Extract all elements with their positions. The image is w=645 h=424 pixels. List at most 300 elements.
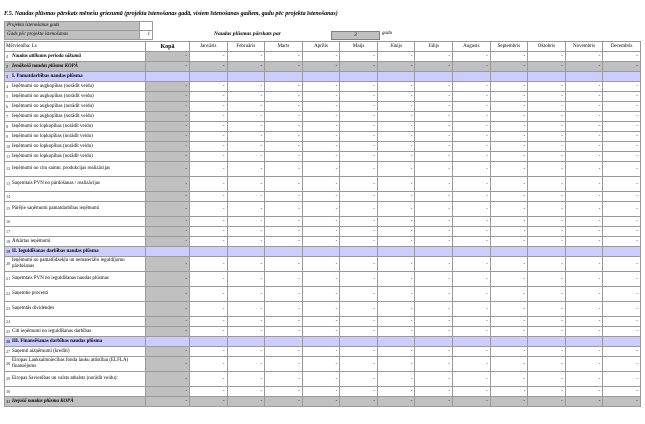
month-cell[interactable]: - xyxy=(265,92,303,102)
month-cell[interactable]: - xyxy=(565,177,603,192)
month-cell[interactable]: - xyxy=(415,162,453,177)
month-cell[interactable]: - xyxy=(603,202,641,217)
month-cell[interactable]: - xyxy=(490,132,528,142)
month-cell[interactable]: - xyxy=(190,387,228,397)
month-cell[interactable]: - xyxy=(227,217,265,227)
month-cell[interactable]: - xyxy=(190,202,228,217)
month-cell[interactable]: - xyxy=(528,317,566,327)
month-cell[interactable]: - xyxy=(528,152,566,162)
month-cell[interactable]: - xyxy=(565,302,603,317)
month-cell[interactable]: - xyxy=(265,237,303,247)
month-cell[interactable]: - xyxy=(190,397,228,407)
month-cell[interactable]: - xyxy=(565,122,603,132)
month-cell[interactable]: - xyxy=(227,357,265,372)
month-cell[interactable]: - xyxy=(415,272,453,287)
month-cell[interactable]: - xyxy=(190,372,228,387)
month-cell[interactable]: - xyxy=(453,122,491,132)
month-cell[interactable] xyxy=(565,247,603,257)
month-cell[interactable]: - xyxy=(340,62,378,72)
month-cell[interactable]: - xyxy=(565,132,603,142)
month-cell[interactable]: - xyxy=(377,112,415,122)
month-cell[interactable]: - xyxy=(415,52,453,62)
month-cell[interactable]: - xyxy=(340,227,378,237)
month-cell[interactable]: - xyxy=(528,92,566,102)
month-cell[interactable]: - xyxy=(340,82,378,92)
month-cell[interactable]: - xyxy=(377,52,415,62)
month-cell[interactable]: - xyxy=(603,112,641,122)
month-cell[interactable] xyxy=(603,247,641,257)
month-cell[interactable]: - xyxy=(190,142,228,152)
month-cell[interactable]: - xyxy=(415,82,453,92)
month-cell[interactable]: - xyxy=(302,317,340,327)
month-cell[interactable]: - xyxy=(453,317,491,327)
month-cell[interactable]: - xyxy=(415,387,453,397)
month-cell[interactable]: - xyxy=(603,192,641,202)
month-cell[interactable]: - xyxy=(453,192,491,202)
month-cell[interactable]: - xyxy=(302,327,340,337)
month-cell[interactable]: - xyxy=(528,372,566,387)
month-cell[interactable]: - xyxy=(453,387,491,397)
month-cell[interactable]: - xyxy=(415,317,453,327)
month-cell[interactable]: - xyxy=(190,357,228,372)
month-cell[interactable]: - xyxy=(227,317,265,327)
month-cell[interactable] xyxy=(190,72,228,82)
month-cell[interactable]: - xyxy=(528,327,566,337)
month-cell[interactable]: - xyxy=(603,327,641,337)
month-cell[interactable]: - xyxy=(190,272,228,287)
month-cell[interactable]: - xyxy=(265,327,303,337)
month-cell[interactable]: - xyxy=(227,152,265,162)
month-cell[interactable]: - xyxy=(603,62,641,72)
month-cell[interactable]: - xyxy=(415,217,453,227)
month-cell[interactable]: - xyxy=(377,347,415,357)
month-cell[interactable]: - xyxy=(227,52,265,62)
month-cell[interactable]: - xyxy=(302,82,340,92)
month-cell[interactable]: - xyxy=(302,237,340,247)
month-cell[interactable]: - xyxy=(528,387,566,397)
month-cell[interactable]: - xyxy=(190,102,228,112)
month-cell[interactable]: - xyxy=(377,122,415,132)
month-cell[interactable]: - xyxy=(340,202,378,217)
month-cell[interactable]: - xyxy=(302,152,340,162)
month-cell[interactable]: - xyxy=(227,192,265,202)
month-cell[interactable]: - xyxy=(265,257,303,272)
month-cell[interactable]: - xyxy=(453,202,491,217)
month-cell[interactable]: - xyxy=(415,177,453,192)
month-cell[interactable]: - xyxy=(603,152,641,162)
month-cell[interactable]: - xyxy=(377,152,415,162)
month-cell[interactable]: - xyxy=(490,122,528,132)
month-cell[interactable]: - xyxy=(415,92,453,102)
month-cell[interactable]: - xyxy=(603,347,641,357)
month-cell[interactable]: - xyxy=(265,347,303,357)
month-cell[interactable]: - xyxy=(227,287,265,302)
month-cell[interactable]: - xyxy=(415,257,453,272)
month-cell[interactable]: - xyxy=(565,82,603,92)
month-cell[interactable]: - xyxy=(302,142,340,152)
month-cell[interactable]: - xyxy=(340,162,378,177)
month-cell[interactable]: - xyxy=(490,152,528,162)
month-cell[interactable]: - xyxy=(528,287,566,302)
month-cell[interactable]: - xyxy=(227,327,265,337)
month-cell[interactable]: - xyxy=(265,192,303,202)
month-cell[interactable]: - xyxy=(565,217,603,227)
month-cell[interactable]: - xyxy=(302,112,340,122)
month-cell[interactable] xyxy=(302,337,340,347)
month-cell[interactable]: - xyxy=(415,122,453,132)
month-cell[interactable]: - xyxy=(377,142,415,152)
month-cell[interactable]: - xyxy=(190,302,228,317)
month-cell[interactable]: - xyxy=(603,82,641,92)
month-cell[interactable]: - xyxy=(190,82,228,92)
month-cell[interactable]: - xyxy=(340,347,378,357)
month-cell[interactable]: - xyxy=(565,317,603,327)
month-cell[interactable]: - xyxy=(565,272,603,287)
month-cell[interactable]: - xyxy=(565,52,603,62)
month-cell[interactable]: - xyxy=(377,287,415,302)
month-cell[interactable]: - xyxy=(490,162,528,177)
month-cell[interactable]: - xyxy=(453,102,491,112)
month-cell[interactable]: - xyxy=(603,52,641,62)
month-cell[interactable]: - xyxy=(265,302,303,317)
month-cell[interactable]: - xyxy=(415,227,453,237)
month-cell[interactable]: - xyxy=(603,217,641,227)
month-cell[interactable]: - xyxy=(340,327,378,337)
month-cell[interactable]: - xyxy=(227,102,265,112)
month-cell[interactable]: - xyxy=(565,397,603,407)
month-cell[interactable]: - xyxy=(528,142,566,152)
month-cell[interactable]: - xyxy=(528,112,566,122)
month-cell[interactable]: - xyxy=(603,302,641,317)
month-cell[interactable]: - xyxy=(265,177,303,192)
month-cell[interactable]: - xyxy=(453,162,491,177)
month-cell[interactable]: - xyxy=(227,122,265,132)
month-cell[interactable]: - xyxy=(227,227,265,237)
month-cell[interactable]: - xyxy=(453,52,491,62)
month-cell[interactable]: - xyxy=(377,397,415,407)
month-cell[interactable]: - xyxy=(415,62,453,72)
month-cell[interactable]: - xyxy=(190,237,228,247)
month-cell[interactable]: - xyxy=(340,112,378,122)
month-cell[interactable]: - xyxy=(340,152,378,162)
month-cell[interactable]: - xyxy=(377,317,415,327)
month-cell[interactable]: - xyxy=(302,347,340,357)
month-cell[interactable]: - xyxy=(490,257,528,272)
month-cell[interactable]: - xyxy=(565,227,603,237)
month-cell[interactable]: - xyxy=(265,287,303,302)
month-cell[interactable]: - xyxy=(528,257,566,272)
month-cell[interactable]: - xyxy=(453,237,491,247)
month-cell[interactable]: - xyxy=(565,62,603,72)
month-cell[interactable] xyxy=(415,72,453,82)
month-cell[interactable]: - xyxy=(190,217,228,227)
month-cell[interactable]: - xyxy=(302,192,340,202)
month-cell[interactable]: - xyxy=(227,387,265,397)
month-cell[interactable]: - xyxy=(377,82,415,92)
month-cell[interactable] xyxy=(227,337,265,347)
month-cell[interactable]: - xyxy=(528,162,566,177)
month-cell[interactable]: - xyxy=(377,92,415,102)
month-cell[interactable]: - xyxy=(227,257,265,272)
month-cell[interactable] xyxy=(490,247,528,257)
month-cell[interactable]: - xyxy=(377,387,415,397)
month-cell[interactable]: - xyxy=(227,397,265,407)
month-cell[interactable]: - xyxy=(528,102,566,112)
month-cell[interactable]: - xyxy=(415,302,453,317)
month-cell[interactable]: - xyxy=(453,132,491,142)
month-cell[interactable]: - xyxy=(302,357,340,372)
month-cell[interactable]: - xyxy=(190,287,228,302)
month-cell[interactable]: - xyxy=(227,162,265,177)
month-cell[interactable]: - xyxy=(603,387,641,397)
month-cell[interactable]: - xyxy=(265,317,303,327)
month-cell[interactable]: - xyxy=(528,177,566,192)
month-cell[interactable]: - xyxy=(490,317,528,327)
month-cell[interactable]: - xyxy=(603,257,641,272)
month-cell[interactable]: - xyxy=(415,102,453,112)
month-cell[interactable]: - xyxy=(453,257,491,272)
month-cell[interactable]: - xyxy=(603,317,641,327)
month-cell[interactable]: - xyxy=(302,202,340,217)
month-cell[interactable]: - xyxy=(340,177,378,192)
month-cell[interactable]: - xyxy=(490,62,528,72)
month-cell[interactable]: - xyxy=(490,202,528,217)
month-cell[interactable] xyxy=(528,247,566,257)
month-cell[interactable]: - xyxy=(265,122,303,132)
month-cell[interactable]: - xyxy=(528,202,566,217)
month-cell[interactable]: - xyxy=(377,192,415,202)
month-cell[interactable]: - xyxy=(565,357,603,372)
month-cell[interactable]: - xyxy=(453,92,491,102)
month-cell[interactable]: - xyxy=(565,102,603,112)
month-cell[interactable]: - xyxy=(265,227,303,237)
month-cell[interactable] xyxy=(603,337,641,347)
month-cell[interactable]: - xyxy=(565,327,603,337)
month-cell[interactable]: - xyxy=(528,302,566,317)
month-cell[interactable] xyxy=(302,72,340,82)
month-cell[interactable]: - xyxy=(265,152,303,162)
month-cell[interactable]: - xyxy=(415,237,453,247)
month-cell[interactable]: - xyxy=(453,327,491,337)
month-cell[interactable]: - xyxy=(603,92,641,102)
month-cell[interactable]: - xyxy=(453,62,491,72)
month-cell[interactable]: - xyxy=(302,52,340,62)
period-year-input[interactable]: 3 xyxy=(331,31,380,40)
month-cell[interactable]: - xyxy=(453,372,491,387)
month-cell[interactable]: - xyxy=(227,237,265,247)
month-cell[interactable]: - xyxy=(302,92,340,102)
month-cell[interactable]: - xyxy=(603,162,641,177)
month-cell[interactable]: - xyxy=(490,112,528,122)
month-cell[interactable]: - xyxy=(490,287,528,302)
month-cell[interactable]: - xyxy=(377,237,415,247)
month-cell[interactable]: - xyxy=(528,272,566,287)
month-cell[interactable]: - xyxy=(603,227,641,237)
month-cell[interactable]: - xyxy=(265,162,303,177)
month-cell[interactable]: - xyxy=(377,177,415,192)
month-cell[interactable]: - xyxy=(565,192,603,202)
month-cell[interactable] xyxy=(490,337,528,347)
month-cell[interactable]: - xyxy=(377,227,415,237)
month-cell[interactable]: - xyxy=(265,387,303,397)
meta-value-input[interactable] xyxy=(140,22,153,31)
month-cell[interactable] xyxy=(227,72,265,82)
month-cell[interactable]: - xyxy=(340,52,378,62)
month-cell[interactable]: - xyxy=(265,272,303,287)
month-cell[interactable]: - xyxy=(377,132,415,142)
month-cell[interactable]: - xyxy=(190,327,228,337)
month-cell[interactable]: - xyxy=(415,202,453,217)
month-cell[interactable]: - xyxy=(453,347,491,357)
month-cell[interactable]: - xyxy=(190,122,228,132)
month-cell[interactable]: - xyxy=(528,397,566,407)
month-cell[interactable]: - xyxy=(377,162,415,177)
month-cell[interactable]: - xyxy=(302,387,340,397)
month-cell[interactable]: - xyxy=(565,142,603,152)
month-cell[interactable] xyxy=(565,337,603,347)
month-cell[interactable]: - xyxy=(190,112,228,122)
month-cell[interactable]: - xyxy=(565,257,603,272)
month-cell[interactable]: - xyxy=(227,272,265,287)
month-cell[interactable]: - xyxy=(377,372,415,387)
month-cell[interactable]: - xyxy=(490,177,528,192)
month-cell[interactable]: - xyxy=(415,372,453,387)
month-cell[interactable]: - xyxy=(377,62,415,72)
month-cell[interactable]: - xyxy=(453,217,491,227)
month-cell[interactable]: - xyxy=(490,92,528,102)
month-cell[interactable]: - xyxy=(377,202,415,217)
month-cell[interactable]: - xyxy=(415,357,453,372)
month-cell[interactable]: - xyxy=(302,272,340,287)
month-cell[interactable]: - xyxy=(377,257,415,272)
month-cell[interactable] xyxy=(377,247,415,257)
month-cell[interactable]: - xyxy=(528,347,566,357)
month-cell[interactable]: - xyxy=(490,217,528,227)
month-cell[interactable]: - xyxy=(490,192,528,202)
month-cell[interactable]: - xyxy=(415,287,453,302)
month-cell[interactable]: - xyxy=(190,192,228,202)
month-cell[interactable]: - xyxy=(490,357,528,372)
month-cell[interactable]: - xyxy=(415,142,453,152)
month-cell[interactable]: - xyxy=(227,202,265,217)
month-cell[interactable]: - xyxy=(340,237,378,247)
month-cell[interactable]: - xyxy=(227,177,265,192)
month-cell[interactable] xyxy=(453,72,491,82)
month-cell[interactable]: - xyxy=(603,132,641,142)
month-cell[interactable]: - xyxy=(190,152,228,162)
month-cell[interactable] xyxy=(340,72,378,82)
month-cell[interactable]: - xyxy=(265,357,303,372)
month-cell[interactable]: - xyxy=(340,132,378,142)
month-cell[interactable] xyxy=(490,72,528,82)
month-cell[interactable]: - xyxy=(603,287,641,302)
month-cell[interactable] xyxy=(415,247,453,257)
month-cell[interactable]: - xyxy=(265,62,303,72)
month-cell[interactable] xyxy=(377,72,415,82)
month-cell[interactable]: - xyxy=(603,237,641,247)
month-cell[interactable]: - xyxy=(340,272,378,287)
month-cell[interactable]: - xyxy=(265,142,303,152)
month-cell[interactable]: - xyxy=(227,132,265,142)
month-cell[interactable]: - xyxy=(190,317,228,327)
month-cell[interactable]: - xyxy=(490,102,528,112)
month-cell[interactable]: - xyxy=(490,347,528,357)
month-cell[interactable]: - xyxy=(227,112,265,122)
month-cell[interactable] xyxy=(190,247,228,257)
month-cell[interactable] xyxy=(603,72,641,82)
month-cell[interactable]: - xyxy=(603,372,641,387)
month-cell[interactable]: - xyxy=(190,132,228,142)
month-cell[interactable]: - xyxy=(377,272,415,287)
month-cell[interactable]: - xyxy=(565,92,603,102)
month-cell[interactable] xyxy=(340,337,378,347)
month-cell[interactable]: - xyxy=(453,227,491,237)
month-cell[interactable]: - xyxy=(227,142,265,152)
month-cell[interactable]: - xyxy=(190,347,228,357)
month-cell[interactable]: - xyxy=(415,397,453,407)
month-cell[interactable] xyxy=(565,72,603,82)
month-cell[interactable]: - xyxy=(340,287,378,302)
month-cell[interactable] xyxy=(453,337,491,347)
month-cell[interactable]: - xyxy=(340,357,378,372)
month-cell[interactable]: - xyxy=(603,122,641,132)
month-cell[interactable]: - xyxy=(490,52,528,62)
month-cell[interactable]: - xyxy=(302,257,340,272)
month-cell[interactable]: - xyxy=(340,102,378,112)
month-cell[interactable]: - xyxy=(377,217,415,227)
month-cell[interactable]: - xyxy=(265,372,303,387)
month-cell[interactable]: - xyxy=(490,302,528,317)
month-cell[interactable]: - xyxy=(603,142,641,152)
month-cell[interactable]: - xyxy=(565,347,603,357)
month-cell[interactable]: - xyxy=(415,112,453,122)
month-cell[interactable] xyxy=(528,337,566,347)
month-cell[interactable]: - xyxy=(340,317,378,327)
month-cell[interactable]: - xyxy=(415,347,453,357)
month-cell[interactable]: - xyxy=(453,142,491,152)
month-cell[interactable]: - xyxy=(490,387,528,397)
month-cell[interactable] xyxy=(340,247,378,257)
month-cell[interactable]: - xyxy=(302,227,340,237)
month-cell[interactable]: - xyxy=(340,372,378,387)
month-cell[interactable]: - xyxy=(603,177,641,192)
month-cell[interactable]: - xyxy=(528,237,566,247)
month-cell[interactable]: - xyxy=(565,162,603,177)
month-cell[interactable]: - xyxy=(340,387,378,397)
month-cell[interactable]: - xyxy=(528,227,566,237)
month-cell[interactable]: - xyxy=(565,152,603,162)
month-cell[interactable]: - xyxy=(190,257,228,272)
month-cell[interactable]: - xyxy=(265,82,303,92)
month-cell[interactable]: - xyxy=(227,82,265,92)
month-cell[interactable]: - xyxy=(340,192,378,202)
month-cell[interactable]: - xyxy=(490,82,528,92)
month-cell[interactable]: - xyxy=(302,102,340,112)
month-cell[interactable]: - xyxy=(340,217,378,227)
month-cell[interactable]: - xyxy=(377,327,415,337)
month-cell[interactable]: - xyxy=(453,152,491,162)
month-cell[interactable]: - xyxy=(265,112,303,122)
month-cell[interactable]: - xyxy=(302,162,340,177)
month-cell[interactable]: - xyxy=(453,112,491,122)
month-cell[interactable]: - xyxy=(302,177,340,192)
month-cell[interactable]: - xyxy=(190,52,228,62)
month-cell[interactable]: - xyxy=(265,397,303,407)
month-cell[interactable]: - xyxy=(603,102,641,112)
month-cell[interactable]: - xyxy=(227,372,265,387)
month-cell[interactable]: - xyxy=(453,287,491,302)
month-cell[interactable]: - xyxy=(453,177,491,192)
